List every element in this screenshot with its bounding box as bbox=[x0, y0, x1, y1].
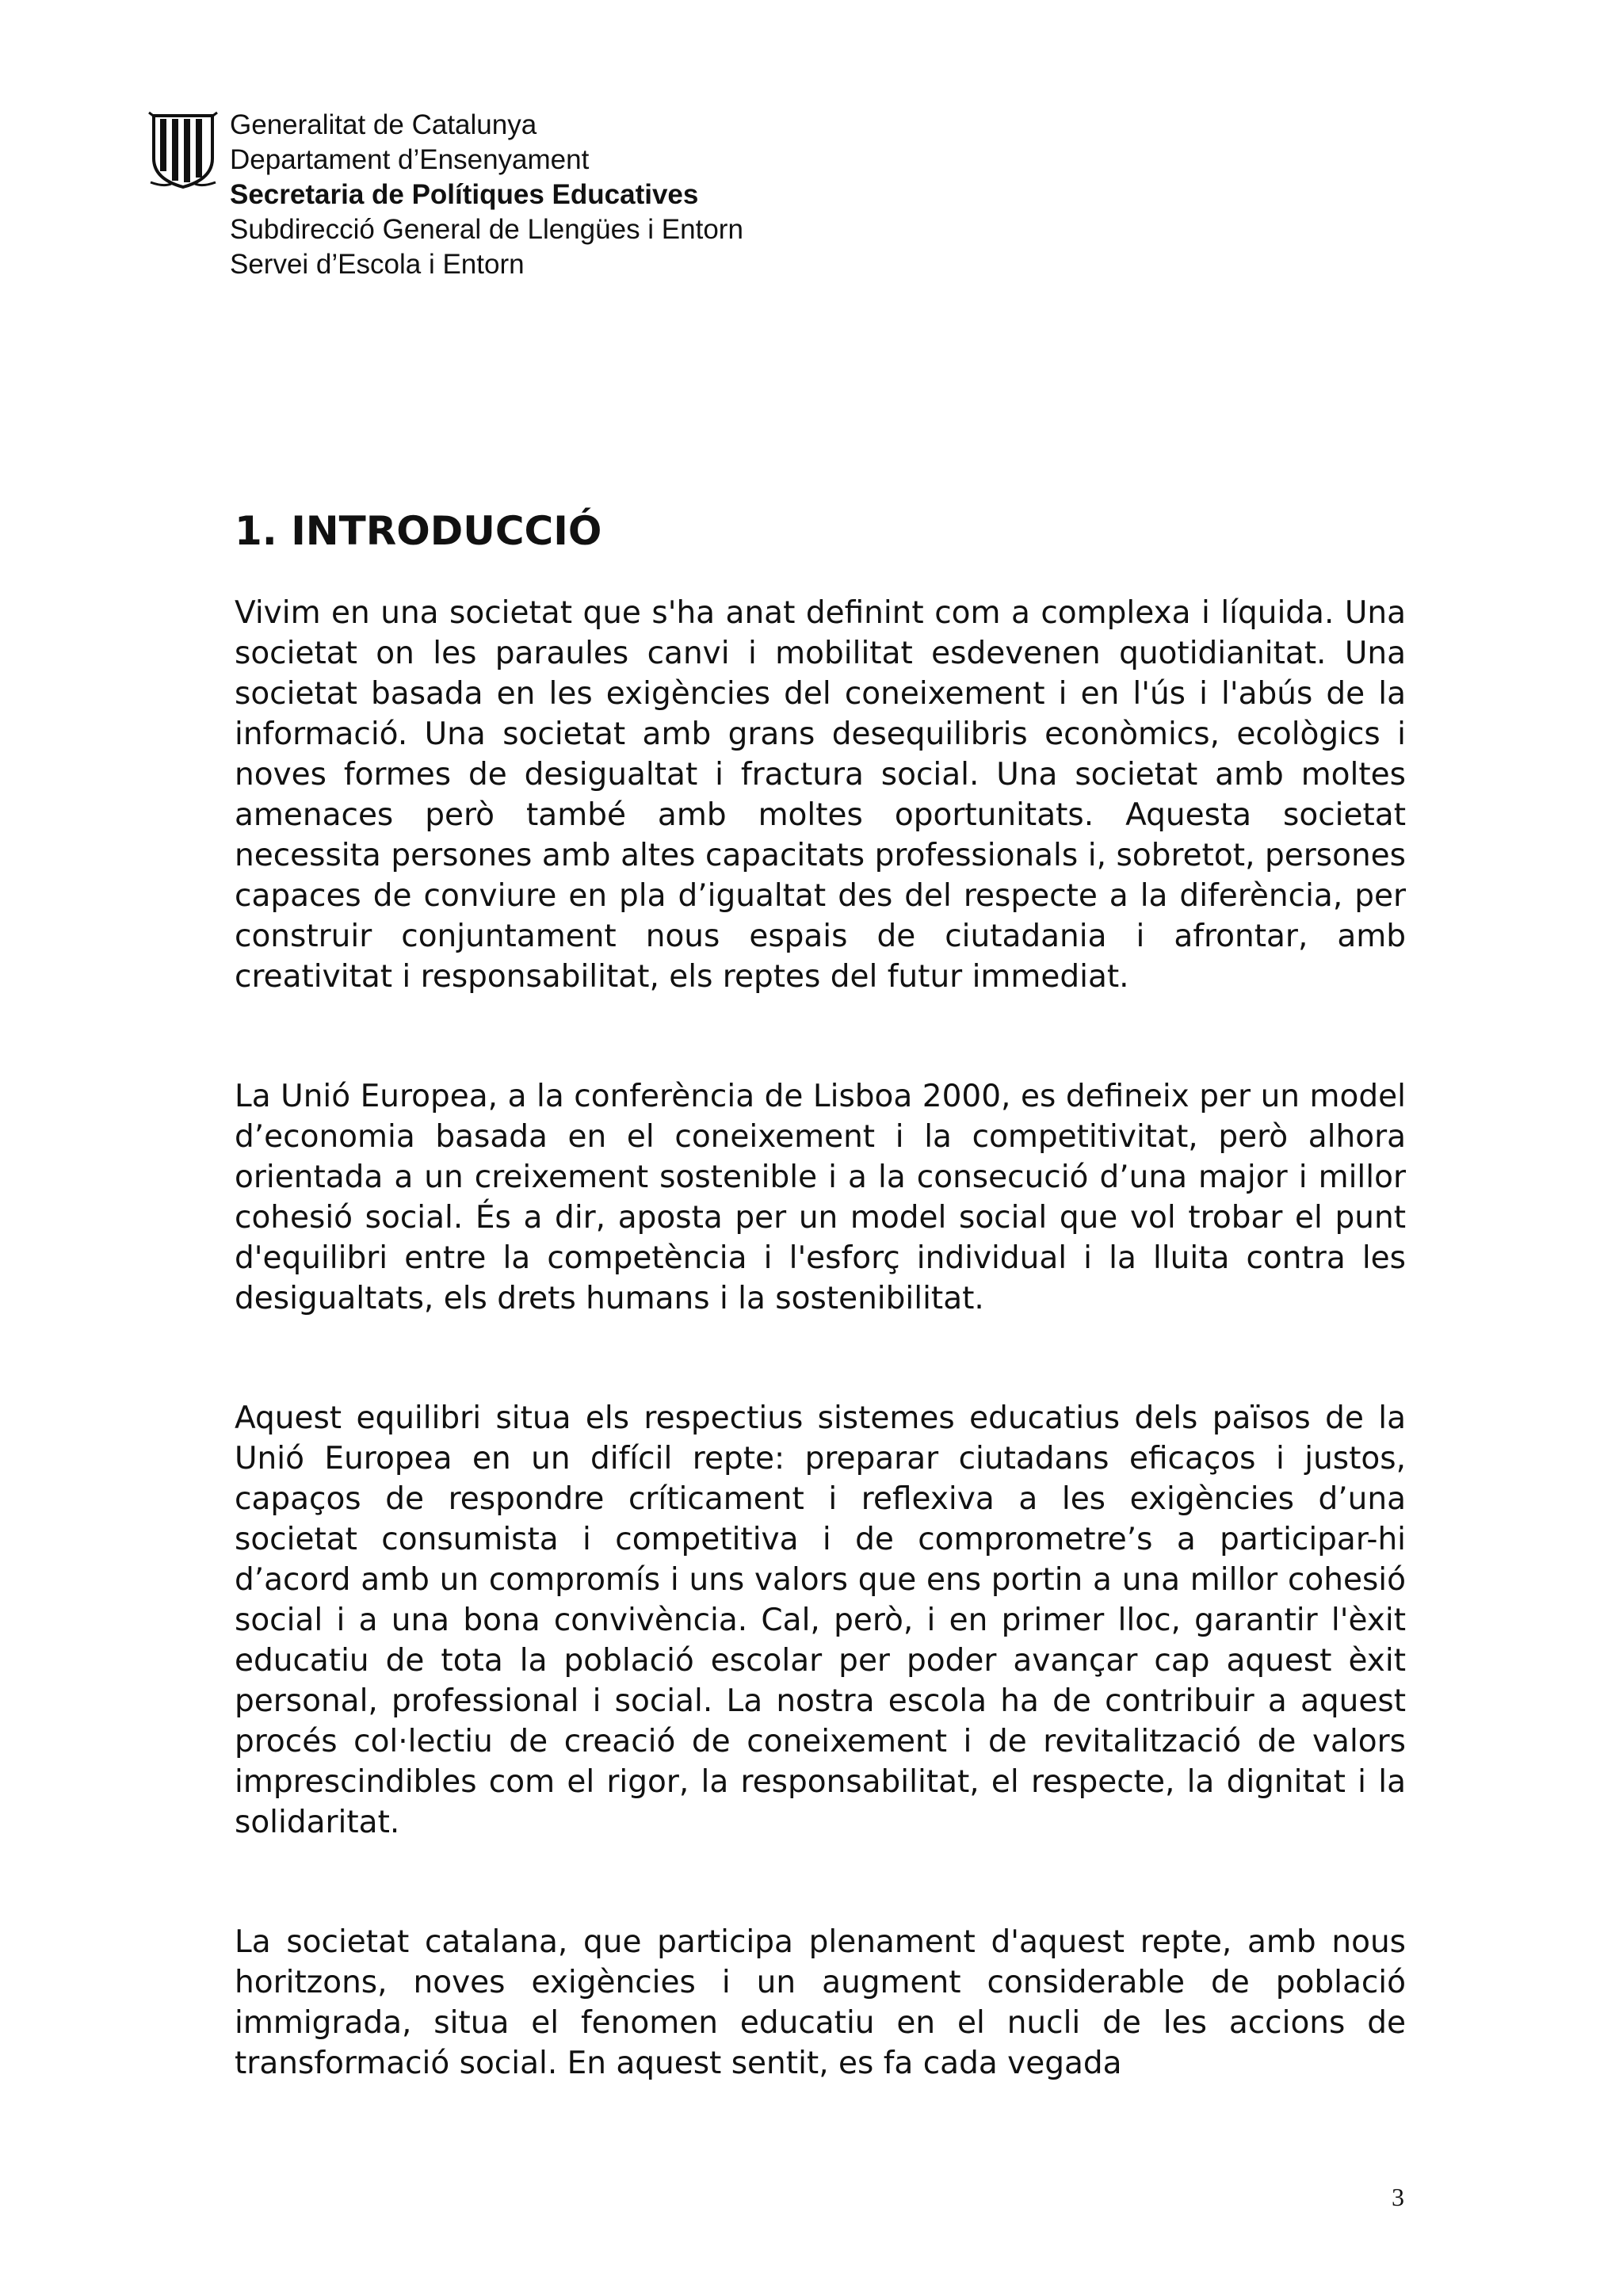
paragraph-2: La Unió Europea, a la conferència de Lisboa 2000, es defineix per un model d’economia basada en el coneixement i la competitivitat, però alhora orientada a un creixement sostenible i a la consecució d’una major i millor cohesió social. És a dir, aposta per un model social que vol trobar el punt d'equilibri entre la competència i l'esforç individual i la lluita contra les desigualtats, els drets humans i la sostenibilitat. bbox=[235, 1079, 1406, 1316]
organization-lines bbox=[230, 108, 743, 282]
paragraph-4: La societat catalana, que participa plenament d'aquest repte, amb nous horitzons, noves exigències i un augment considerable de població immigrada, situa el fenomen educatiu en el nucli de les accions de transformació social. En aquest sentit, es fa cada vegada bbox=[235, 1924, 1406, 2081]
section-title: 1. INTRODUCCIÓ bbox=[235, 508, 602, 554]
org-line-servei: Servei d’Escola i Entorn bbox=[230, 249, 525, 280]
page-number: 3 bbox=[1392, 2183, 1404, 2211]
org-line-subdireccio: Subdirecció General de Llengües i Entorn bbox=[230, 214, 743, 245]
paragraph-1: Vivim en una societat que s'ha anat definint com a complexa i líquida. Una societat on les paraules canvi i mobilitat esdevenen quotidianitat. Una societat basada en les exigències del coneixement i en l'ús i l'abús de la informació. Una societat amb grans desequilibris econòmics, ecològics i noves formes de desigualtat i fractura social. Una societat amb moltes amenaces però també amb moltes oportunitats. Aquesta societat necessita persones amb altes capacitats professionals i, sobretot, persones capaces de conviure en pla d’igualtat des del respecte a la diferència, per construir conjuntament nous espais de ciutadania i afrontar, amb creativitat i responsabilitat, els reptes del futur immediat. bbox=[235, 595, 1406, 995]
document-body bbox=[235, 507, 1406, 2084]
senyera-coat-of-arms-icon bbox=[147, 111, 219, 190]
org-line-generalitat: Generalitat de Catalunya bbox=[230, 109, 537, 140]
paragraph-3: Aquest equilibri situa els respectius sistemes educatius dels països de la Unió Europea en un difícil repte: preparar ciutadans eficaços i justos, capaços de respondre críticament i reflexiva a les exigències d’una societat consumista i competitiva i de comprometre’s a participar-hi d’acord amb un compromís i uns valors que ens portin a una millor cohesió social i a una bona convivència. Cal, però, i en primer lloc, garantir l'èxit educatiu de tota la població escolar per poder avançar cap aquest èxit personal, professional i social. La nostra escola ha de contribuir a aquest procés col·lectiu de creació de coneixement i de revitalització de valors imprescindibles com el rigor, la responsabilitat, el respecte, la dignitat i la solidaritat. bbox=[235, 1400, 1406, 1840]
org-line-departament: Departament d’Ensenyament bbox=[230, 144, 590, 175]
letterhead bbox=[147, 108, 743, 282]
org-line-secretaria: Secretaria de Polítiques Educatives bbox=[230, 179, 699, 210]
